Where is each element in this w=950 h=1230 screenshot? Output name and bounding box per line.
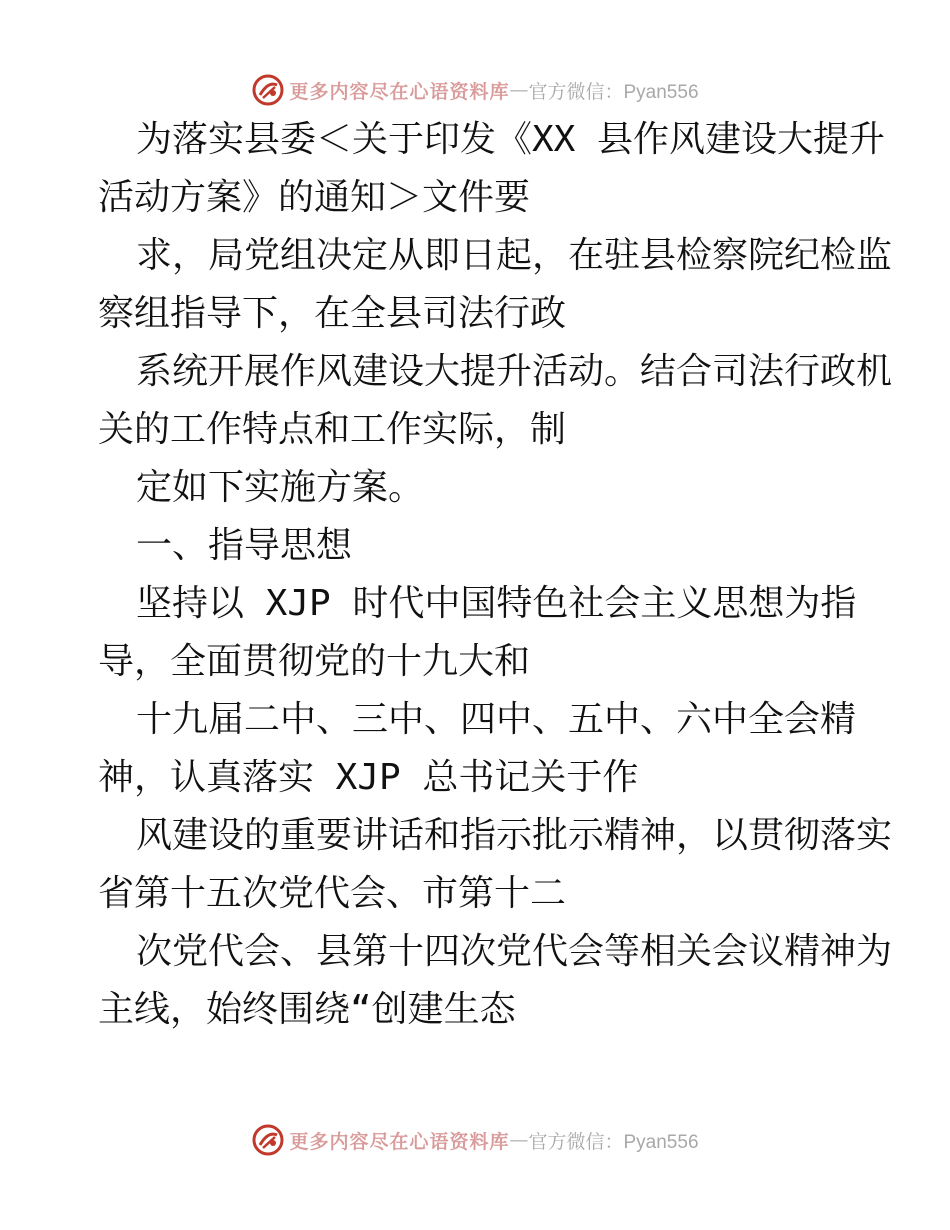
watermark-separator: — [509, 1129, 529, 1151]
body-line: 省第十五次党代会、市第十二 [98, 873, 567, 914]
document-body [98, 119, 898, 1050]
body-line: 关的工作特点和工作实际，制 [98, 409, 567, 450]
body-line: 风建设的重要讲话和指示批示精神，以贯彻落实 [136, 815, 893, 856]
watermark-site-text: 更多内容尽在心语资料库 [289, 80, 510, 103]
body-line: 系统开展作风建设大提升活动。结合司法行政机 [136, 351, 893, 392]
body-line: 定如下实施方案。 [136, 467, 425, 508]
header-watermark [0, 70, 950, 110]
body-line: 神，认真落实 XJP 总书记关于作 [98, 757, 639, 798]
watermark-contact-text: 官方微信：Pyan556 [528, 81, 699, 103]
body-line: 活动方案》的通知＞文件要 [98, 177, 531, 218]
body-line: 导，全面贯彻党的十九大和 [98, 641, 531, 682]
body-line: 为落实县委＜关于印发《XX 县作风建设大提升 [136, 119, 886, 160]
red-seal-logo-icon [251, 1123, 285, 1157]
section-heading: 一、指导思想 [136, 525, 353, 566]
body-line: 坚持以 XJP 时代中国特色社会主义思想为指 [136, 583, 857, 624]
watermark-site-text: 更多内容尽在心语资料库 [289, 1130, 510, 1153]
body-line: 十九届二中、三中、四中、五中、六中全会精 [136, 699, 857, 740]
watermark-separator: — [509, 79, 529, 101]
footer-watermark [0, 1120, 950, 1160]
body-line: 求，局党组决定从即日起，在驻县检察院纪检监 [136, 235, 893, 276]
body-line: 察组指导下，在全县司法行政 [98, 293, 567, 334]
body-line: 主线，始终围绕“创建生态 [98, 989, 516, 1030]
watermark-contact-text: 官方微信：Pyan556 [528, 1131, 699, 1153]
body-line: 次党代会、县第十四次党代会等相关会议精神为 [136, 931, 893, 972]
red-seal-logo-icon [251, 73, 285, 107]
